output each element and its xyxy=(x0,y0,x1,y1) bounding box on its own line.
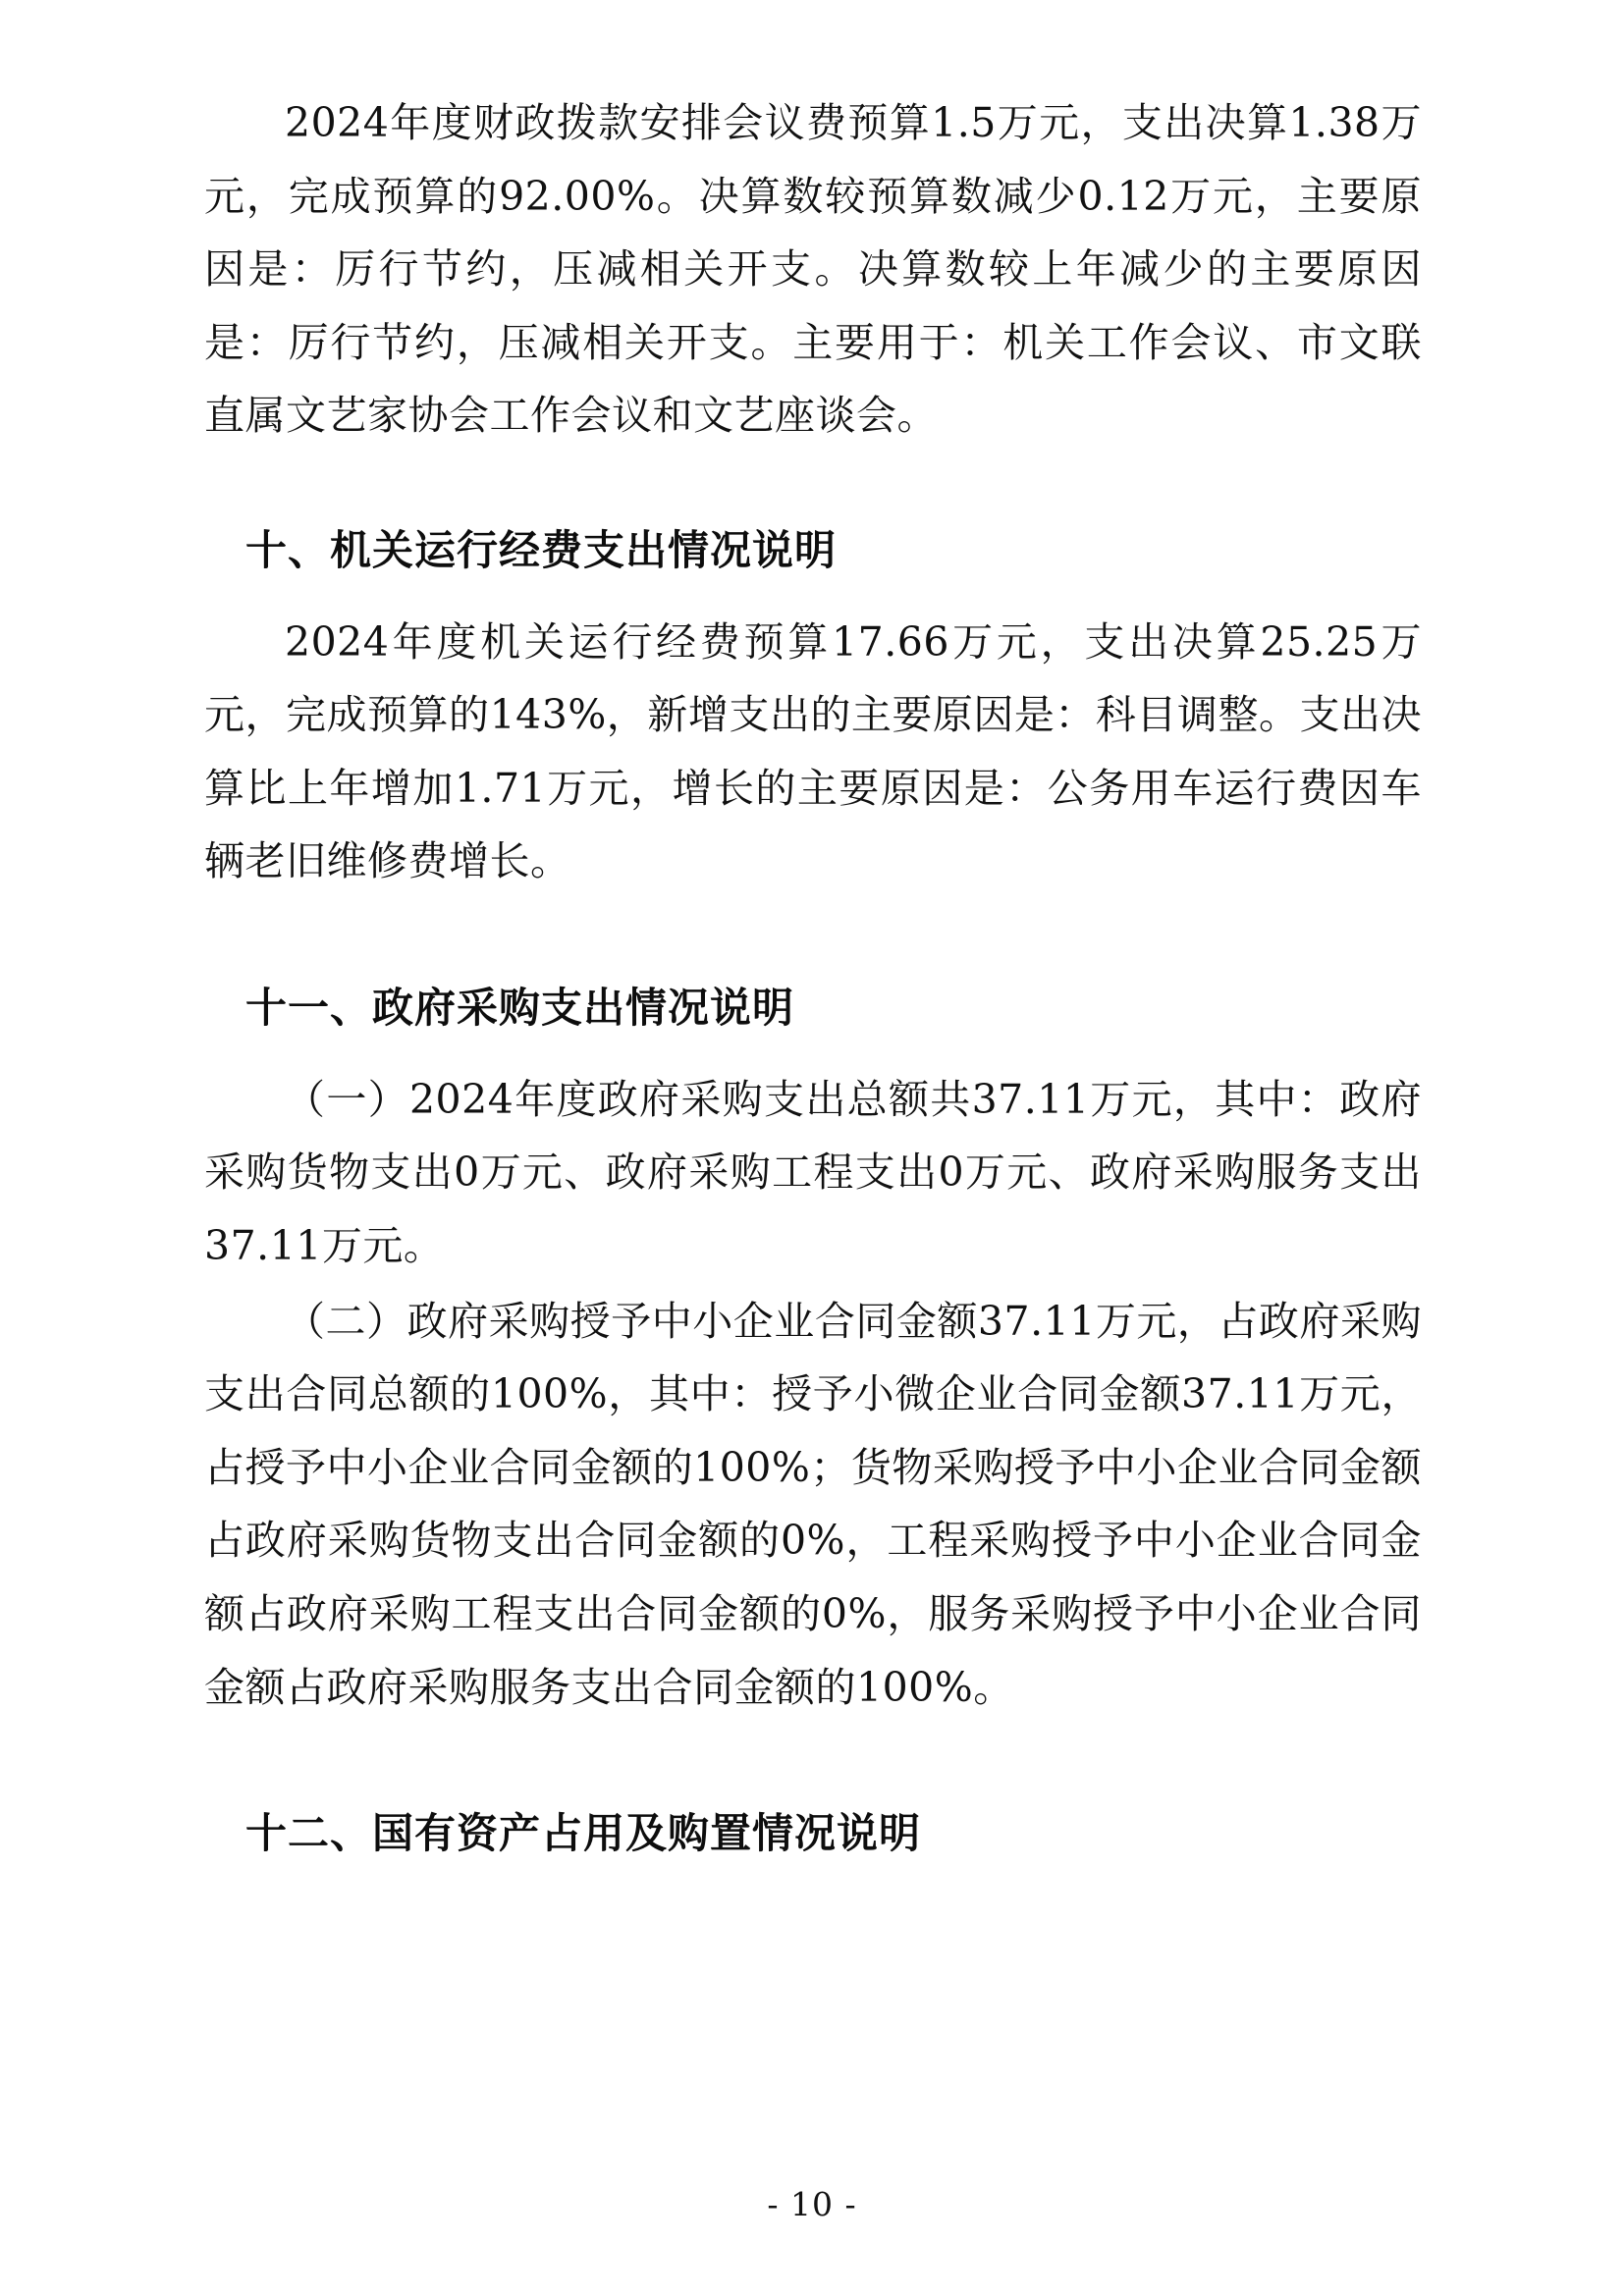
block-spacer xyxy=(204,900,1422,937)
block-spacer xyxy=(204,454,1422,480)
paragraph-meeting-expense: 2024年度财政拨款安排会议费预算1.5万元，支出决算1.38万元，完成预算的92.00%。决算数较预算数减少0.12万元，主要原因是：厉行节约，压减相关开支。决算数较上年减少的主要原因是：厉行节约，压减相关开支。主要用于：机关工作会议、市文联直属文艺家协会工作会议和文艺座谈会。 xyxy=(204,99,1422,440)
paragraph-procurement-sme: （二）政府采购授予中小企业合同金额37.11万元，占政府采购支出合同总额的100%，其中：授予小微企业合同金额37.11万元，占授予中小企业合同金额的100%；货物采购授予中小企业合同金额占政府采购货物支出合同金额的0%，工程采购授予中小企业合同金额占政府采购工程支出合同金额的0%，服务采购授予中小企业合同金额占政府采购服务支出合同金额的100%。 xyxy=(204,1297,1422,1711)
paragraph-procurement-total: （一）2024年度政府采购支出总额共37.11万元，其中：政府采购货物支出0万元、政府采购工程支出0万元、政府采购服务支出37.11万元。 xyxy=(204,1075,1422,1269)
heading-section-eleven: 十一、政府采购支出情况说明 xyxy=(245,984,795,1033)
heading-section-ten: 十、机关运行经费支出情况说明 xyxy=(245,526,838,575)
block-spacer xyxy=(204,1726,1422,1763)
page-number: - 10 - xyxy=(767,2185,857,2223)
heading-section-twelve: 十二、国有资产占用及购置情况说明 xyxy=(245,1809,922,1858)
paragraph-operating-expense: 2024年度机关运行经费预算17.66万元，支出决算25.25万元，完成预算的143%，新增支出的主要原因是：科目调整。支出决算比上年增加1.71万元，增长的主要原因是：公务用车运行费因车辆老旧维修费增长。 xyxy=(204,617,1422,885)
page-content xyxy=(204,86,1422,1889)
